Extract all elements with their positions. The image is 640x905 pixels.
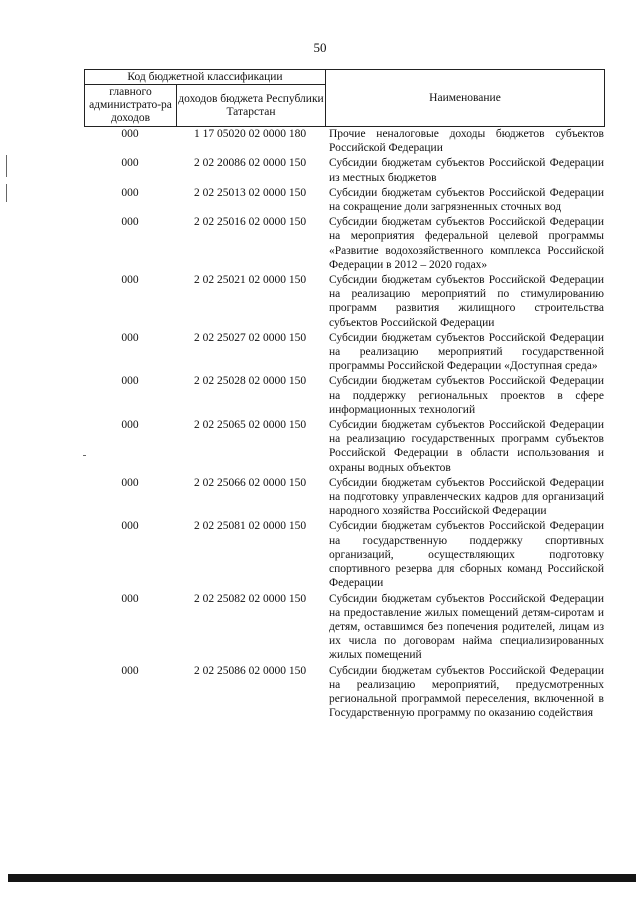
page-number: 50 (313, 40, 327, 55)
table-row (84, 592, 604, 663)
income-name: Субсидии бюджетам субъектов Российской Федерации на реализацию мероприятий государственной программы Российской Федерации «Доступная среда» (329, 331, 604, 373)
income-name: Субсидии бюджетам субъектов Российской Федерации на поддержку региональных проектов в сфере информационных технологий (329, 375, 604, 416)
income-code: 2 02 25065 02 0000 150 (193, 419, 307, 432)
income-name: Субсидии бюджетам субъектов Российской Федерации на предоставление жилых помещений детям-сиротам и детям, оставшимся без попечения родителей, лицам из их числа по договорам найма специализированных жилых помещений (329, 592, 604, 662)
scan-mark (83, 455, 86, 456)
admin-code: 000 (121, 186, 139, 199)
table-row (84, 664, 604, 721)
admin-code: 000 (121, 274, 139, 287)
income-code: 2 02 25028 02 0000 150 (193, 375, 307, 388)
income-code: 2 02 20086 02 0000 150 (193, 157, 307, 170)
income-name: Субсидии бюджетам субъектов Российской Федерации из местных бюджетов (329, 157, 604, 184)
income-code: 2 02 25027 02 0000 150 (193, 331, 307, 344)
income-column-header: доходов бюджета Республики Татарстан (177, 85, 326, 127)
table-row (84, 186, 604, 214)
admin-code: 000 (121, 128, 139, 140)
table-row (84, 476, 604, 519)
table-row (84, 374, 604, 417)
table-row (84, 519, 604, 590)
income-name: Субсидии бюджетам субъектов Российской Федерации на реализацию государственных программ субъектов Российской Федерации в области использования и охраны водных объектов (329, 419, 604, 474)
admin-code: 000 (121, 592, 139, 605)
name-header: Наименование (326, 70, 605, 127)
income-name: Субсидии бюджетам субъектов Российской Федерации на мероприятия федеральной целевой программы «Развитие водохозяйственного комплекса Российской Федерации в 2012 – 2020 годах» (329, 216, 604, 271)
admin-code: 000 (121, 375, 139, 388)
income-name: Субсидии бюджетам субъектов Российской Федерации на реализацию мероприятий по стимулированию программ развития жилищного строительства субъектов Российской Федерации (329, 274, 604, 329)
income-code: 2 02 25016 02 0000 150 (193, 216, 307, 229)
table-header (84, 69, 605, 127)
table-row (84, 156, 604, 184)
income-code: 2 02 25082 02 0000 150 (193, 592, 307, 605)
table-body (84, 127, 604, 721)
admin-code: 000 (121, 520, 139, 533)
income-name: Прочие неналоговые доходы бюджетов субъектов Российской Федерации (329, 128, 604, 155)
admin-code: 000 (121, 664, 139, 677)
admin-code: 000 (121, 157, 139, 170)
scan-bottom-edge (8, 874, 636, 882)
admin-code: 000 (121, 331, 139, 344)
income-name: Субсидии бюджетам субъектов Российской Федерации на реализацию мероприятий, предусмотренных региональной программой переселения, включенной в Государственную программу по оказанию содействия (329, 664, 604, 720)
income-code: 1 17 05020 02 0000 180 (193, 128, 307, 140)
table-row (84, 331, 604, 374)
scan-mark (6, 184, 7, 202)
scan-mark (6, 155, 7, 177)
classification-header: Код бюджетной классификации (85, 70, 326, 85)
income-code: 2 02 25013 02 0000 150 (193, 186, 307, 199)
table-row (84, 418, 604, 475)
income-name: Субсидии бюджетам субъектов Российской Федерации на сокращение доли загрязненных сточных вод (329, 186, 604, 214)
income-code: 2 02 25081 02 0000 150 (193, 520, 307, 533)
admin-code: 000 (121, 216, 139, 229)
table-row (84, 215, 604, 272)
admin-code: 000 (121, 476, 139, 489)
income-code: 2 02 25021 02 0000 150 (193, 274, 307, 287)
income-code: 2 02 25086 02 0000 150 (193, 664, 307, 677)
income-name: Субсидии бюджетам субъектов Российской Федерации на государственную поддержку спортивных организаций, осуществляющих подготовку спортивного резерва для сборных команд Российской Федерации (329, 520, 604, 590)
income-name: Субсидии бюджетам субъектов Российской Федерации на подготовку управленческих кадров для организаций народного хозяйства Российской Федерации (329, 476, 604, 518)
table-row (84, 127, 604, 155)
table-row (84, 273, 604, 330)
admin-code: 000 (121, 419, 139, 432)
income-code: 2 02 25066 02 0000 150 (193, 476, 307, 489)
admin-column-header: главного администрато-ра доходов (85, 85, 177, 127)
